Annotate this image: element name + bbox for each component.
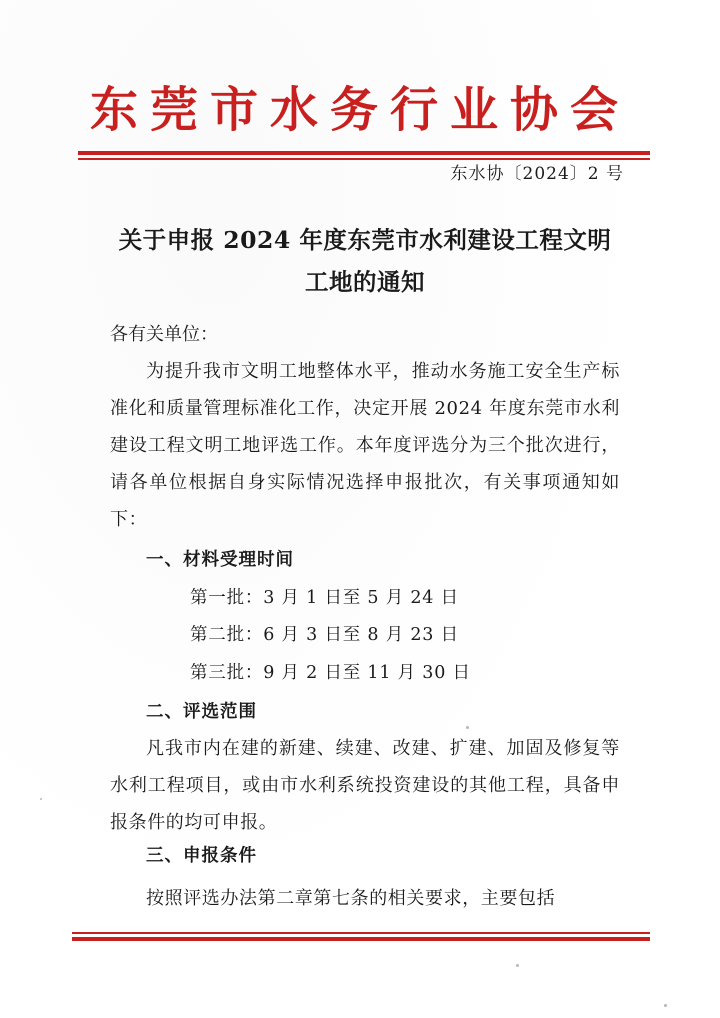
scope-paragraph: 凡我市内在建的新建、续建、改建、扩建、加固及修复等水利工程项目，或由市水利系统投资建设的其他工程，具备申报条件的均可申报。 (110, 738, 620, 833)
batch-item: 第一批：3 月 1 日至 5 月 24 日 (190, 588, 459, 608)
conditions-paragraph: 按照评选办法第二章第七条的相关要求，主要包括 (146, 888, 556, 909)
organization-header: 东莞市水务行业协会 (89, 82, 630, 138)
footer-divider-thick (72, 937, 650, 941)
salutation: 各有关单位： (110, 324, 218, 345)
scan-speck (664, 1004, 667, 1007)
batch-item: 第二批：6 月 3 日至 8 月 23 日 (190, 625, 459, 645)
section-heading-conditions: 三、申报条件 (146, 846, 257, 866)
section-heading-scope: 二、评选范围 (146, 702, 257, 722)
scan-speck (40, 798, 42, 800)
scan-speck (466, 726, 469, 729)
footer-divider-thin (72, 932, 650, 934)
header-divider-thin (78, 158, 650, 160)
section-heading-time: 一、材料受理时间 (146, 550, 294, 570)
header-divider-thick (78, 151, 650, 155)
batch-item: 第三批：9 月 2 日至 11 月 30 日 (190, 663, 471, 683)
notice-title: 关于申报 2024 年度东莞市水利建设工程文明工地的通知 (118, 226, 612, 296)
intro-paragraph: 为提升我市文明工地整体水平，推动水务施工安全生产标准化和质量管理标准化工作，决定开展 2024 年度东莞市水利建设工程文明工地评选工作。本年度评选分为三个批次进行，请各单位根据自身实际情况选择申报批次，有关事项通知如下： (110, 361, 620, 530)
document-number: 东水协〔2024〕2 号 (450, 164, 624, 184)
scan-speck (516, 964, 519, 967)
